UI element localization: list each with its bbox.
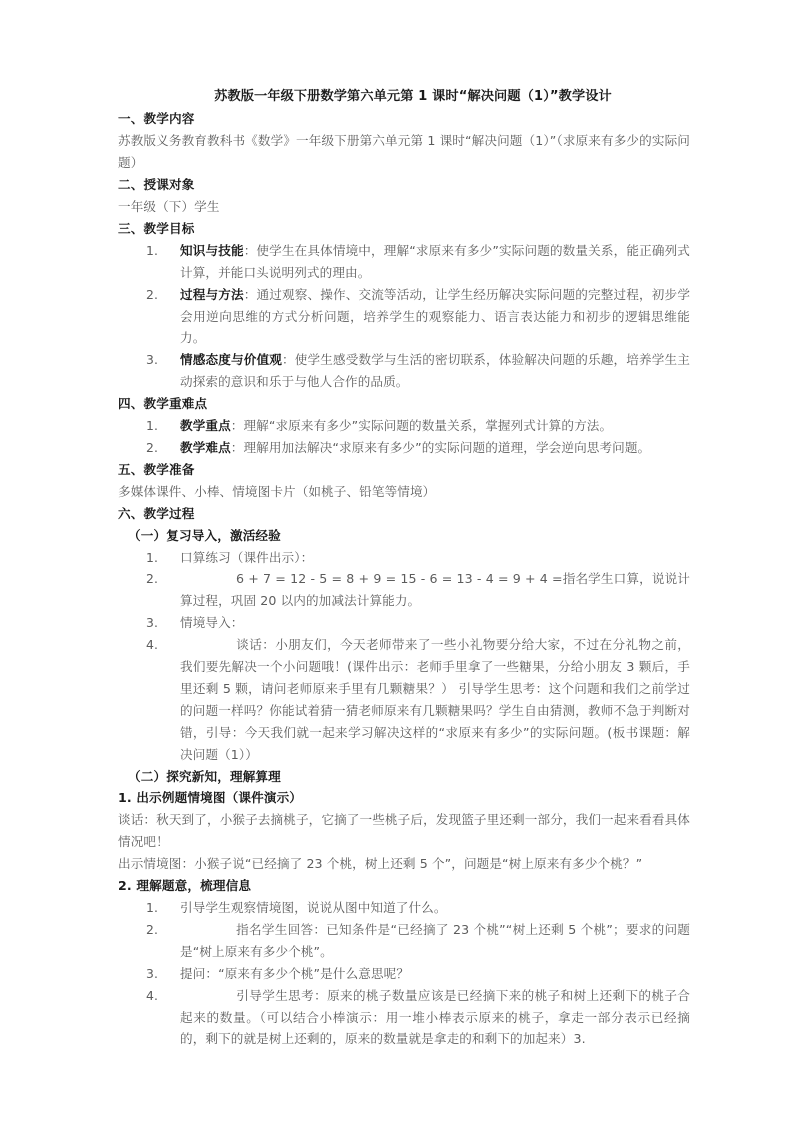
list-marker: 1.: [146, 242, 159, 258]
section-body-audience: 一年级（下）学生: [118, 199, 220, 214]
list-item: [118, 919, 690, 963]
understand-problem-list: [118, 897, 690, 1050]
list-item: [118, 437, 690, 459]
list-item: [118, 985, 690, 1051]
list-marker: 2.: [146, 921, 159, 937]
list-item-lead: 过程与方法: [180, 286, 244, 302]
section-heading-teaching-content: 一、教学内容: [118, 111, 195, 127]
list-item-text: 谈话：小朋友们，今天老师带来了一些小礼物要分给大家，不过在分礼物之前，我们要先解决一个小问题哦！(课件出示：老师手里拿了一些糖果，分给小朋友 3 颗后，手里还剩 5 颗，请问老师原来手里有几颗糖果？） 引导学生思考：这个问题和我们之前学过的问题一样吗？你能试着猜一猜老师原来有几颗糖果吗？学生自由猜测，教师不急于判断对错，引导：今天我们就一起来学习解决这样的“求原来有多少”的实际问题。(板书课题：解决问题（1））: [180, 637, 690, 762]
section-heading-key-difficulties: 四、教学重难点: [118, 396, 208, 412]
review-intro-list: [118, 547, 690, 766]
list-item-text: 引导学生思考：原来的桃子数量应该是已经摘下来的桃子和树上还剩下的桃子合起来的数量。（可以结合小棒演示：用一堆小棒表示原来的桃子，拿走一部分表示已经摘的，剩下的就是树上还剩的，原来的数量就是拿走的和剩下的加起来）3.: [180, 987, 690, 1047]
list-item: [118, 568, 690, 612]
list-marker: 2.: [146, 571, 159, 587]
list-item: [118, 415, 690, 437]
subsection-heading-explore-new: （二）探究新知，理解算理: [128, 768, 281, 784]
objectives-list: [118, 240, 690, 393]
list-item-lead: 情感态度与价值观: [180, 352, 283, 368]
list-item-text: ：使学生感受数学与生活的密切联系，体验解决问题的乐趣，培养学生主动探索的意识和乐于与他人合作的品质。: [180, 352, 690, 390]
section-heading-objectives: 三、教学目标: [118, 220, 195, 236]
list-item-text: ：理解用加法解决“求原来有多少”的实际问题的道理，学会逆向思考问题。: [230, 439, 651, 455]
section-body-teaching-content: 苏教版义务教育教科书《数学》一年级下册第六单元第 1 课时“解决问题（1）”（求原来有多少的实际问题）: [118, 133, 690, 171]
list-item-text: ：通过观察、操作、交流等活动，让学生经历解决实际问题的完整过程，初步学会用逆向思维的方式分析问题，培养学生的观察能力、语言表达能力和初步的逻辑思维能力。: [180, 286, 691, 346]
list-item: [118, 349, 690, 393]
list-marker: 1.: [146, 418, 159, 434]
list-item: [118, 240, 690, 284]
list-marker: 2.: [146, 439, 159, 455]
list-item-text: 6 + 7 = 12 - 5 = 8 + 9 = 15 - 6 = 13 - 4 = 9 + 4 =指名学生口算，说说计算过程，巩固 20 以内的加减法计算能力。: [180, 571, 690, 609]
section-body-preparation: 多媒体课件、小棒、情境图卡片（如桃子、铅笔等情境）: [118, 483, 436, 499]
list-item: [118, 897, 690, 919]
list-item-text: 提问：“原来有多少个桃”是什么意思呢？: [180, 965, 410, 981]
subsection-heading-show-example: 1. 出示例题情境图（课件演示）: [118, 790, 303, 806]
section-body-example-talk: 谈话：秋天到了，小猴子去摘桃子，它摘了一些桃子后，发现篮子里还剩一部分，我们一起来看看具体情况吧！: [118, 812, 690, 850]
key-difficulties-list: [118, 415, 690, 459]
section-body-example-scene: 出示情境图：小猴子说“已经摘了 23 个桃，树上还剩 5 个”，问题是“树上原来有多少个桃？”: [118, 856, 643, 872]
list-item-text: 口算练习（课件出示）：: [180, 549, 314, 565]
list-item-text: ：使学生在具体情境中，理解“求原来有多少”实际问题的数量关系，能正确列式计算，并能口头说明列式的理由。: [180, 242, 691, 280]
list-marker: 1.: [146, 900, 159, 915]
section-heading-preparation: 五、教学准备: [118, 461, 195, 477]
list-marker: 4.: [146, 637, 159, 653]
list-marker: 2.: [146, 286, 159, 302]
list-item: [118, 547, 690, 569]
list-item: [118, 284, 690, 350]
section-heading-process: 六、教学过程: [118, 505, 195, 521]
list-item: [118, 963, 690, 985]
list-marker: 1.: [146, 549, 159, 565]
subsection-heading-review-intro: （一）复习导入，激活经验: [128, 527, 281, 543]
list-marker: 3.: [146, 965, 159, 981]
list-marker: 3.: [146, 352, 159, 368]
list-item-text: 情境导入：: [180, 615, 244, 631]
subsection-heading-understand-problem: 2. 理解题意，梳理信息: [118, 878, 252, 894]
list-item: [118, 634, 690, 765]
page-title: 苏教版一年级下册数学第六单元第 1 课时“解决问题（1）”教学设计: [214, 89, 612, 104]
list-item-lead: 教学重点: [180, 418, 231, 434]
list-item-text: 引导学生观察情境图，说说从图中知道了什么。: [180, 900, 447, 915]
list-marker: 3.: [146, 615, 159, 631]
section-heading-audience: 二、授课对象: [118, 177, 195, 193]
list-item-text: 指名学生回答：已知条件是“已经摘了 23 个桃”“树上还剩 5 个桃”；要求的问题是“树上原来有多少个桃”。: [180, 921, 690, 959]
list-item-lead: 知识与技能: [180, 242, 244, 258]
list-item: [118, 612, 690, 634]
list-marker: 4.: [146, 987, 159, 1003]
list-item-text: ：理解“求原来有多少”实际问题的数量关系，掌握列式计算的方法。: [230, 418, 613, 434]
list-item-lead: 教学难点: [180, 439, 231, 455]
